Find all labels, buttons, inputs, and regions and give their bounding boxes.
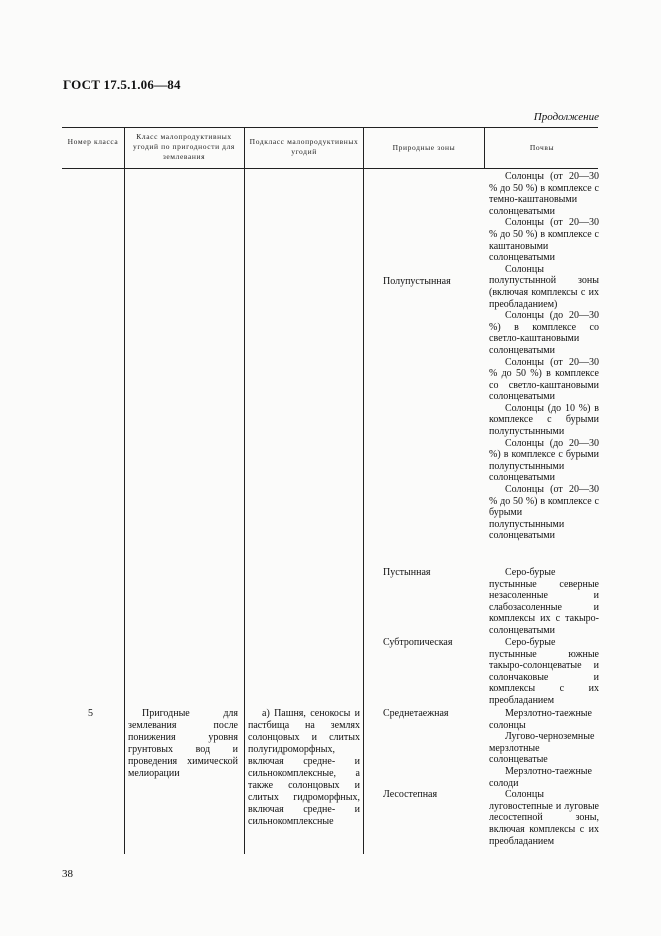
soil-entry: Серо-бурые пустынные южные такыро-солонцеватые и солончаковые и комплексы с их преобладанием xyxy=(489,637,599,706)
page-number: 38 xyxy=(62,868,73,880)
column-header-subclass: Подкласс малопродуктивных угодий xyxy=(249,137,359,156)
document-title: ГОСТ 17.5.1.06—84 xyxy=(63,77,181,92)
continued-label: Продолжение xyxy=(533,111,599,123)
zone-subtropical: Субтропическая xyxy=(383,637,453,648)
class-description: Пригодные для землевания после понижения уровня грунтовых вод и проведения химической мелиорации xyxy=(128,708,238,779)
subclass-description: а) Пашня, сенокосы и пастбища на землях солонцовых и слитых полугидроморфных, включая средне- и сильнокомплексные, а также солонцовых и слитых гидроморфных, включая средне- и сильнокомплексные xyxy=(248,708,360,827)
soil-entry: Лугово-черноземные мерзлотные солонцеватые xyxy=(489,731,595,766)
soil-entry: Солонцы (до 20—30 %) в комплексе с бурыми полупустынными солонцеватыми xyxy=(489,437,599,484)
class-number: 5 xyxy=(88,708,93,719)
zone-semidesert: Полупустынная xyxy=(383,276,451,287)
soil-entry: Мерзлотно-таежные солонцы xyxy=(489,708,592,731)
soils-desert-group xyxy=(489,567,599,637)
soil-entry: Серо-бурые пустынные северные незасоленные и слабозасоленные и комплексы их с такыро-солонцеватыми xyxy=(489,567,599,636)
column-divider-4 xyxy=(484,128,485,169)
zone-desert: Пустынная xyxy=(383,567,431,578)
soil-entry: Солонцы (до 10 %) в комплексе с бурыми полупустынными xyxy=(489,402,599,438)
table-header-rule xyxy=(62,168,598,169)
soil-entry: Солонцы (от 20—30 % до 50 %) в комплексе со светло-каштановыми солонцеватыми xyxy=(489,356,599,403)
soils-semidesert-group xyxy=(489,171,599,542)
zone-middle-taiga: Среднетаежная xyxy=(383,708,449,719)
soils-taiga-group xyxy=(489,708,599,847)
soil-entry: Солонцы (от 20—30 % до 50 %) в комплексе с каштановыми солонцеватыми xyxy=(489,217,599,264)
column-divider-3 xyxy=(363,128,364,854)
soils-subtropical-group xyxy=(489,637,599,707)
soil-entry: Солонцы полупустынной зоны (включая комплексы с их преобладанием) xyxy=(489,263,599,310)
soil-entry: Солонцы (от 20—30 % до 50 %) в комплексе с темно-каштановыми солонцеватыми xyxy=(489,171,599,217)
column-header-soils: Почвы xyxy=(529,143,555,152)
column-divider-1 xyxy=(124,128,125,854)
soil-entry: Солонцы (от 20—30 % до 50 %) в комплексе с бурыми полупустынными солонцеватыми xyxy=(489,484,599,542)
soil-entry: Мерзлотно-таежные солоди xyxy=(489,765,592,789)
column-header-number: Номер класса xyxy=(67,137,119,146)
soil-entry: Солонцы луговостепные и луговые лесостепной зоны, включая комплексы с их преобладанием xyxy=(489,789,599,847)
soil-entry: Солонцы (до 20—30 %) в комплексе со светло-каштановыми солонцеватыми xyxy=(489,310,599,356)
column-divider-2 xyxy=(244,128,245,854)
table-top-rule xyxy=(62,127,598,128)
column-header-zones: Природные зоны xyxy=(392,143,456,152)
zone-forest-steppe: Лесостепная xyxy=(383,789,438,800)
column-header-class: Класс малопродуктивных угодий по пригодности для землевания xyxy=(132,132,235,161)
